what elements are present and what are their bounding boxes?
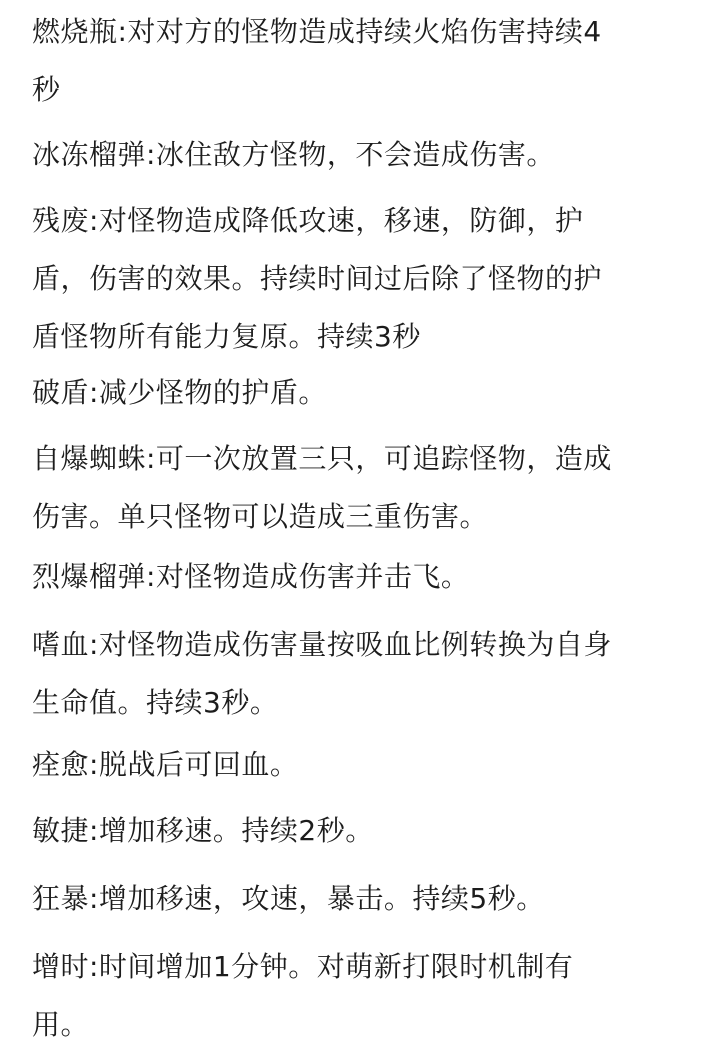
skill-entry-cripple	[32, 192, 682, 366]
entry-line: 冰冻榴弹:冰住敌方怪物，不会造成伤害。	[32, 138, 555, 171]
entry-line: 痊愈:脱战后可回血。	[32, 748, 299, 781]
skill-entry-freeze-grenade	[32, 126, 682, 184]
entry-line: 残废:对怪物造成降低攻速，移速，防御，护	[32, 204, 584, 237]
entry-line: 烈爆榴弹:对怪物造成伤害并击飞。	[32, 560, 470, 593]
skill-entry-molotov	[32, 3, 682, 119]
entry-line: 用。	[32, 1008, 90, 1041]
entry-line: 秒	[32, 73, 61, 106]
entry-line: 燃烧瓶:对对方的怪物造成持续火焰伤害持续4	[32, 15, 602, 48]
entry-line: 盾怪物所有能力复原。持续3秒	[32, 320, 421, 353]
entry-line: 狂暴:增加移速，攻速，暴击。持续5秒。	[32, 882, 545, 915]
entry-line: 敏捷:增加移速。持续2秒。	[32, 814, 374, 847]
skill-entry-time-extend	[32, 938, 682, 1054]
entry-line: 破盾:减少怪物的护盾。	[32, 376, 327, 409]
entry-line: 生命值。持续3秒。	[32, 686, 279, 719]
skill-entry-bloodthirst	[32, 616, 682, 732]
entry-line: 盾，伤害的效果。持续时间过后除了怪物的护	[32, 262, 603, 295]
entry-line: 自爆蜘蛛:可一次放置三只，可追踪怪物，造成	[32, 442, 612, 475]
entry-line: 伤害。单只怪物可以造成三重伤害。	[32, 500, 489, 533]
entry-line: 增时:时间增加1分钟。对萌新打限时机制有	[32, 950, 574, 983]
skill-entry-agility	[32, 802, 682, 860]
skill-entry-berserk	[32, 870, 682, 928]
skill-entry-shield-break	[32, 364, 682, 422]
entry-line: 嗜血:对怪物造成伤害量按吸血比例转换为自身	[32, 628, 612, 661]
skill-entry-self-destruct-spider	[32, 430, 682, 546]
skill-entry-blast-grenade	[32, 548, 682, 606]
skill-entry-heal	[32, 736, 682, 794]
